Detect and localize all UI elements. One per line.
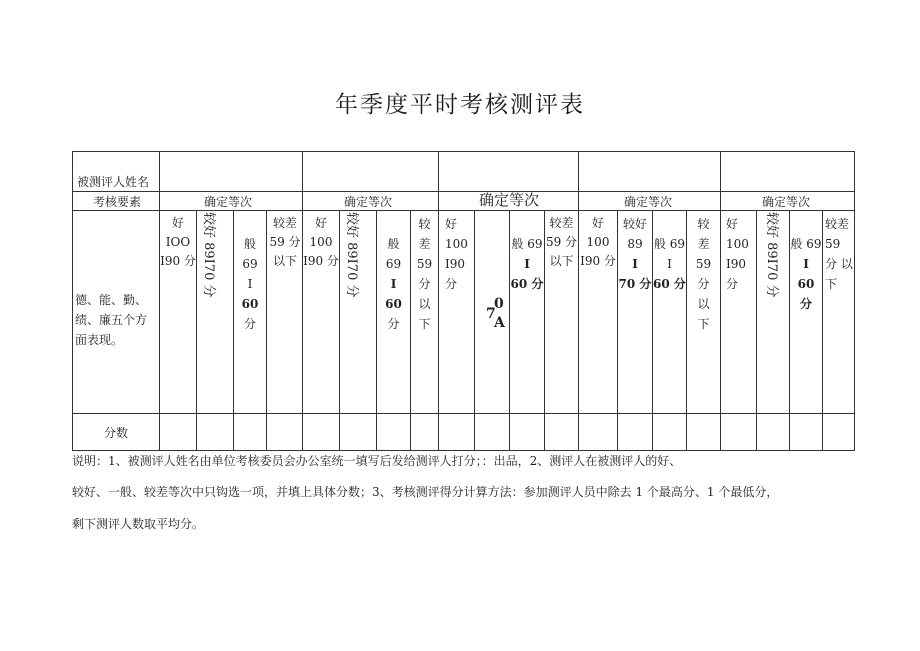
- criteria-text: 德、能、勤、绩、廉五个方面表现。: [75, 293, 148, 347]
- evaluatee-name-label: 被测评人姓名: [77, 175, 150, 189]
- g4-good: 好 100 I90 分: [580, 216, 616, 268]
- note-line-1: 说明：1、被测评人姓名由单位考核委员会办公室统一填写后发给测评人打分；：出品，2、测评人在被测评人的好、: [72, 454, 682, 468]
- g2-poor: 较 差 59 分 以 下: [416, 217, 433, 331]
- grade-label-g2: 确定等次: [344, 195, 393, 209]
- g3-poor: 较差 59 分 以下: [545, 216, 578, 268]
- g1-poor: 较差 59 分 以下: [269, 216, 301, 268]
- g2-normal: 般 69 I 60 分: [385, 237, 402, 331]
- elements-label: 考核要素: [93, 195, 142, 209]
- g4-normal: 般 69 I 60 分: [653, 237, 686, 291]
- g1-good: 好 IOO I90 分: [160, 216, 196, 268]
- g3-normal: 般 69 I 60 分: [510, 237, 544, 291]
- g5-better: 较好 89I70 分: [764, 212, 779, 298]
- page-title: 年季度平时考核测评表: [335, 92, 585, 118]
- grade-label-g3: 确定等次: [479, 191, 540, 209]
- g5-good: 好 100 I90 分: [726, 217, 749, 291]
- note-line-2: 较好、一般、较差等次中只钩选一项，并填上具体分数；3、考核测评得分计算方法：参加测评人员中除去 1 个最高分、1 个最低分，: [72, 485, 779, 499]
- g4-better: 较好 89 I 70 分: [618, 217, 652, 291]
- table-border: [73, 152, 855, 451]
- g3-better-glyph: 0 7 A: [486, 296, 505, 331]
- g1-normal: 般 69 I 60 分: [241, 237, 259, 331]
- g1-better: 较好 89I70 分: [201, 212, 216, 298]
- grade-label-g4: 确定等次: [624, 195, 673, 209]
- g3-good: 好 100 I90 分: [445, 217, 468, 291]
- grade-label-g1: 确定等次: [204, 195, 253, 209]
- g2-good: 好 100 I90 分: [303, 216, 339, 268]
- g5-normal: 般 69 I 60 分: [790, 237, 822, 311]
- grade-label-g5: 确定等次: [762, 195, 811, 209]
- g4-poor: 较 差 59 分 以 下: [695, 217, 712, 331]
- g5-poor: 较差 59 分 以 下: [825, 217, 853, 291]
- g2-better: 较好 89I70 分: [344, 212, 359, 298]
- score-label: 分数: [104, 426, 129, 440]
- note-line-3: 剩下测评人数取平均分。: [72, 517, 205, 531]
